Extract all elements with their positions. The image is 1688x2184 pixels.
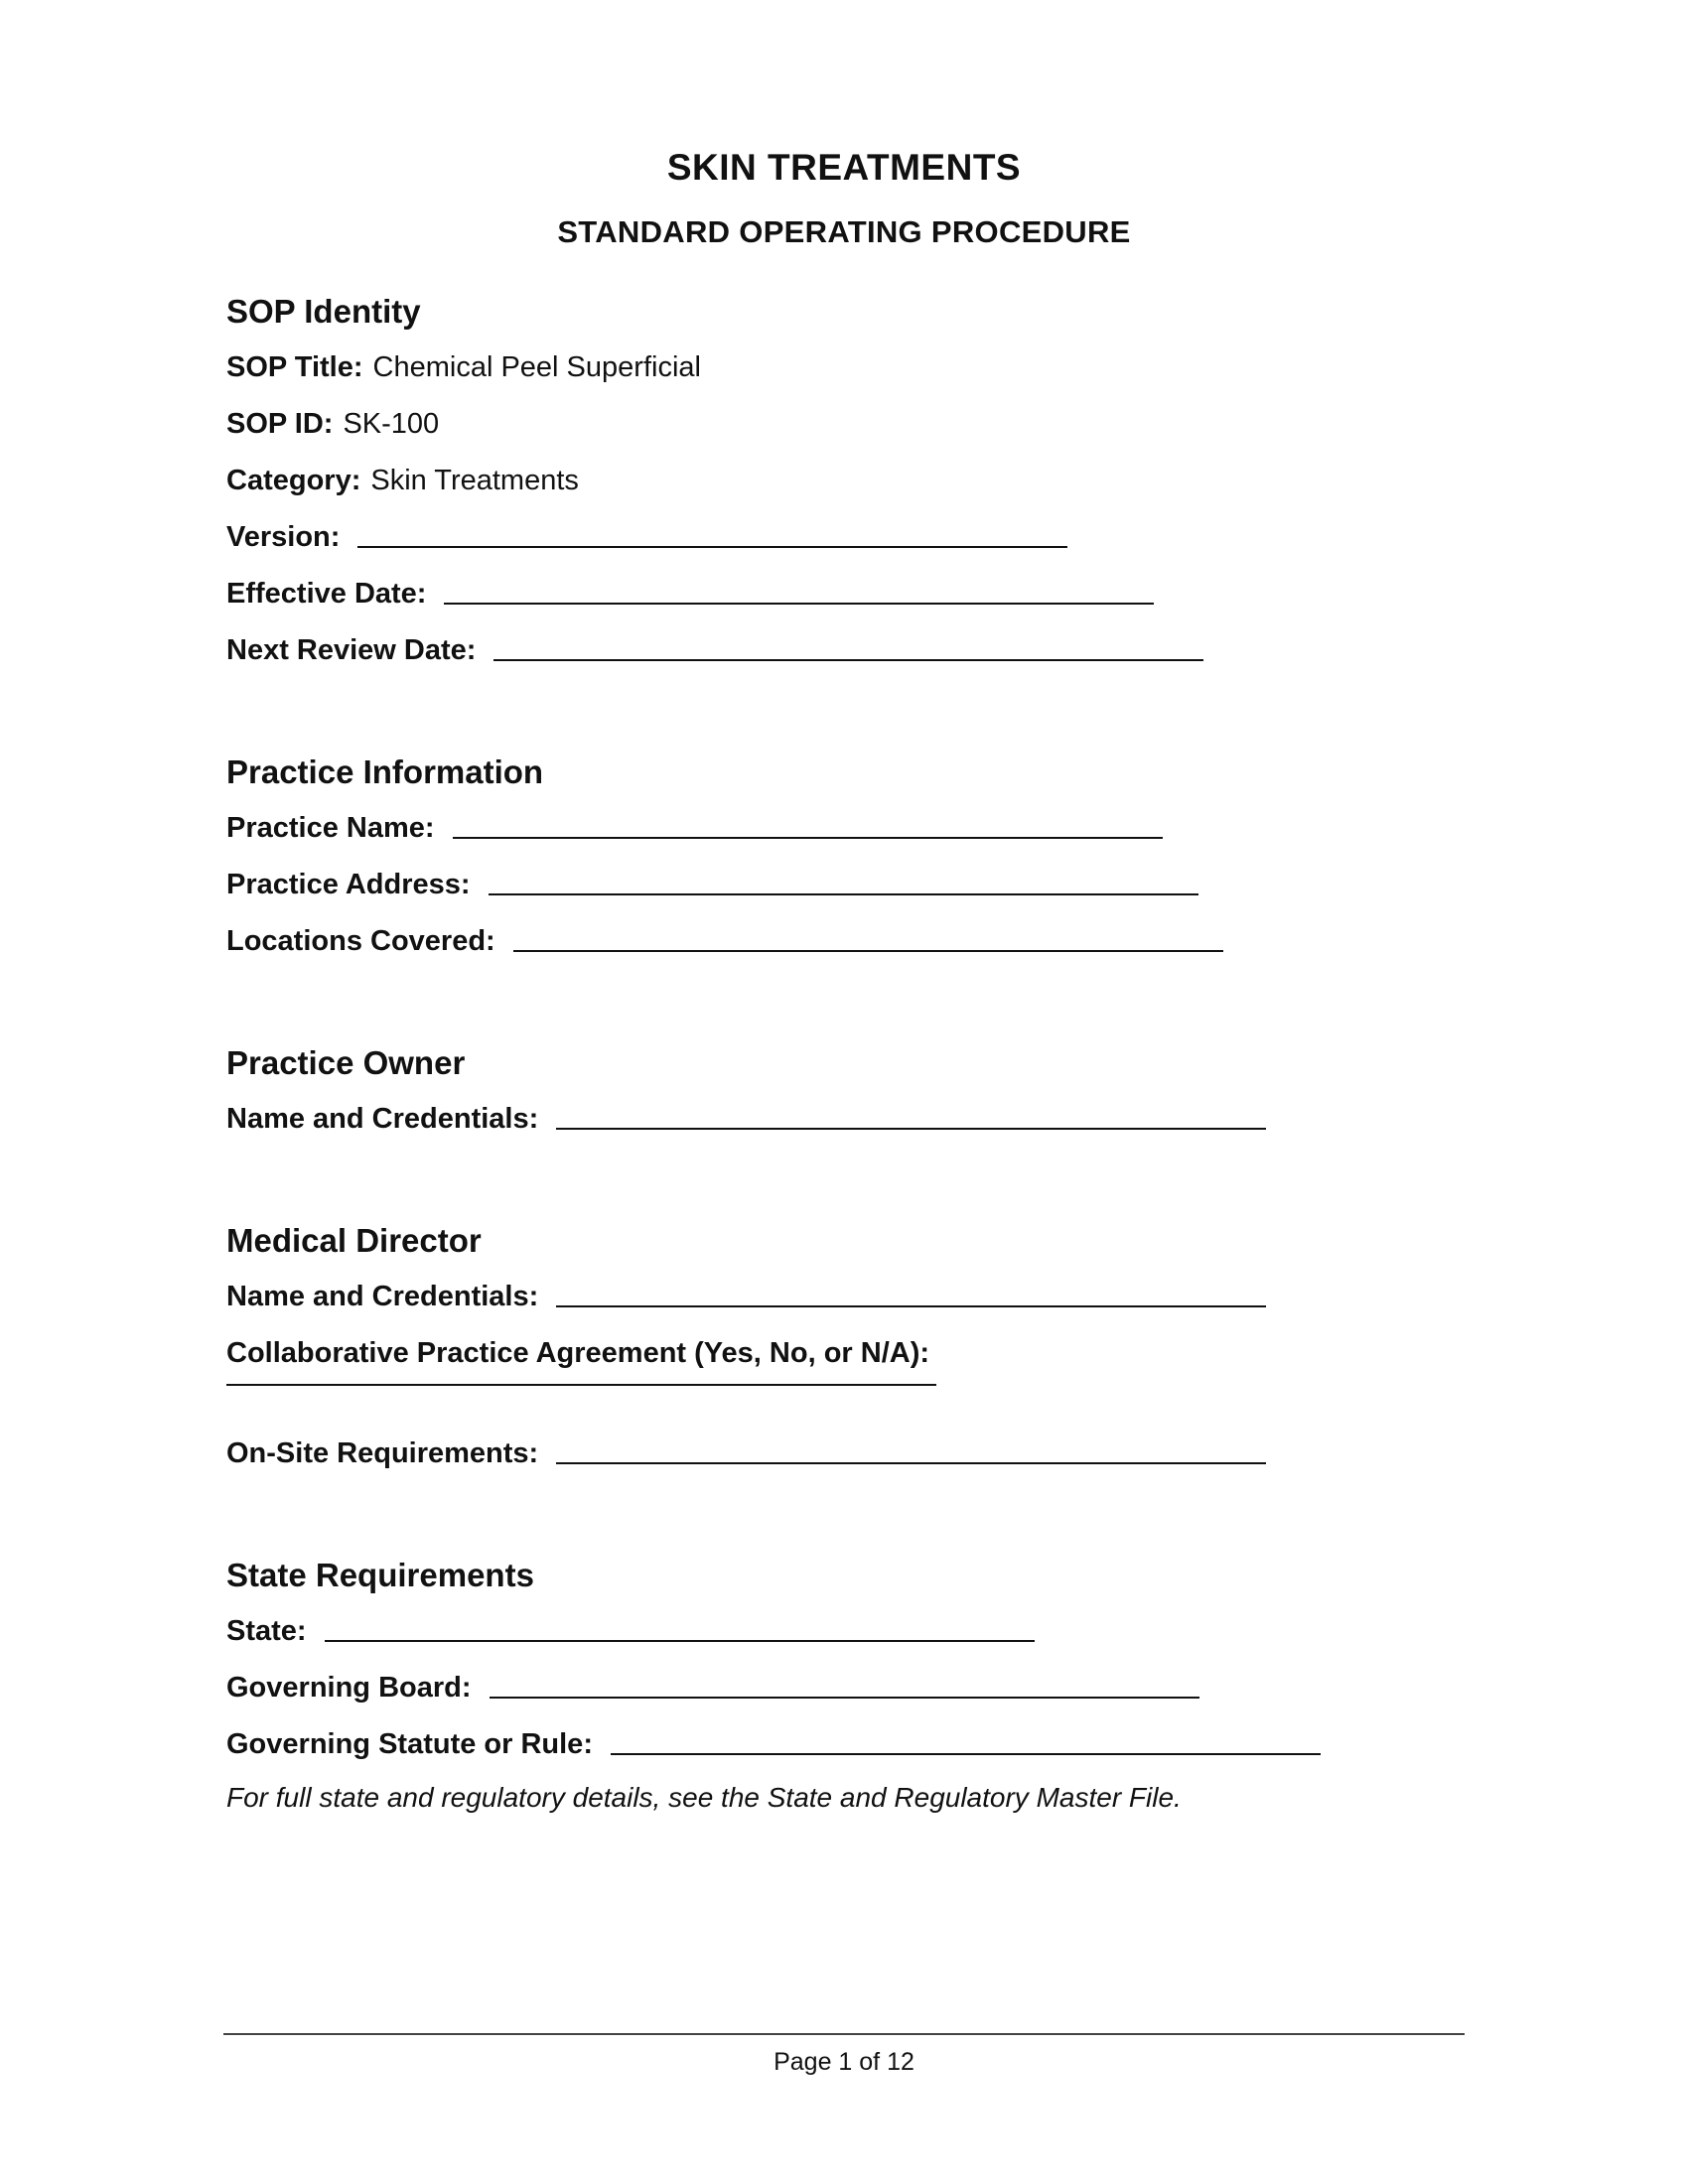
document-body (226, 284, 1468, 1823)
regulatory-note: For full state and regulatory details, see the State and Regulatory Master File. (226, 1782, 1182, 1813)
sop-id-label: SOP ID: (226, 408, 334, 440)
section-heading-sop-identity: SOP Identity (226, 293, 421, 330)
field-next-review-date (226, 622, 1468, 679)
field-sop-title (226, 340, 1468, 396)
field-category (226, 453, 1468, 509)
section-spacer (226, 679, 1468, 745)
owner-name-credentials-label: Name and Credentials: (226, 1103, 539, 1135)
effective-date-label: Effective Date: (226, 578, 427, 610)
governing-board-blank-line[interactable] (490, 1697, 1199, 1699)
collaborative-agreement-blank-line[interactable] (226, 1384, 936, 1386)
collaborative-agreement-label: Collaborative Practice Agreement (Yes, No, or N/A): (226, 1337, 930, 1369)
document-subtitle: STANDARD OPERATING PROCEDURE (557, 214, 1131, 249)
section-spacer (226, 1148, 1468, 1213)
field-governing-board (226, 1660, 1468, 1716)
state-label: State: (226, 1615, 307, 1647)
version-label: Version: (226, 521, 341, 553)
onsite-requirements-label: On-Site Requirements: (226, 1437, 539, 1469)
field-owner-name-credentials (226, 1091, 1468, 1148)
sop-id-value: SK-100 (343, 408, 440, 440)
director-name-credentials-blank-line[interactable] (556, 1305, 1266, 1307)
field-locations-covered (226, 913, 1468, 970)
governing-statute-blank-line[interactable] (611, 1753, 1321, 1755)
field-state (226, 1603, 1468, 1660)
next-review-date-label: Next Review Date: (226, 634, 477, 666)
category-value: Skin Treatments (370, 465, 579, 496)
document-title: SKIN TREATMENTS (666, 147, 1022, 188)
field-director-name-credentials (226, 1269, 1468, 1325)
section-heading-state-requirements: State Requirements (226, 1557, 534, 1593)
section-heading-practice-information: Practice Information (226, 753, 544, 790)
field-version (226, 509, 1468, 566)
sop-title-label: SOP Title: (226, 351, 363, 383)
section-spacer (226, 1482, 1468, 1548)
field-practice-name (226, 800, 1468, 857)
version-blank-line[interactable] (357, 546, 1067, 548)
page-number: Page 1 of 12 (774, 2048, 914, 2076)
field-effective-date (226, 566, 1468, 622)
field-collaborative-agreement (226, 1325, 1468, 1382)
field-sop-id (226, 396, 1468, 453)
governing-board-label: Governing Board: (226, 1672, 472, 1704)
practice-address-label: Practice Address: (226, 869, 471, 900)
effective-date-blank-line[interactable] (444, 603, 1154, 605)
field-practice-address (226, 857, 1468, 913)
section-heading-practice-owner: Practice Owner (226, 1044, 466, 1081)
owner-name-credentials-blank-line[interactable] (556, 1128, 1266, 1130)
practice-name-label: Practice Name: (226, 812, 435, 844)
practice-address-blank-line[interactable] (489, 893, 1198, 895)
section-spacer (226, 970, 1468, 1035)
footer-divider (223, 2033, 1465, 2035)
next-review-date-blank-line[interactable] (493, 659, 1203, 661)
field-onsite-requirements (226, 1426, 1468, 1482)
governing-statute-label: Governing Statute or Rule: (226, 1728, 593, 1760)
category-label: Category: (226, 465, 361, 496)
locations-covered-blank-line[interactable] (513, 950, 1223, 952)
practice-name-blank-line[interactable] (453, 837, 1163, 839)
director-name-credentials-label: Name and Credentials: (226, 1281, 539, 1312)
locations-covered-label: Locations Covered: (226, 925, 495, 957)
section-heading-medical-director: Medical Director (226, 1222, 482, 1259)
sop-title-value: Chemical Peel Superficial (372, 351, 701, 383)
field-governing-statute (226, 1716, 1468, 1773)
state-blank-line[interactable] (325, 1640, 1035, 1642)
onsite-requirements-blank-line[interactable] (556, 1462, 1266, 1464)
